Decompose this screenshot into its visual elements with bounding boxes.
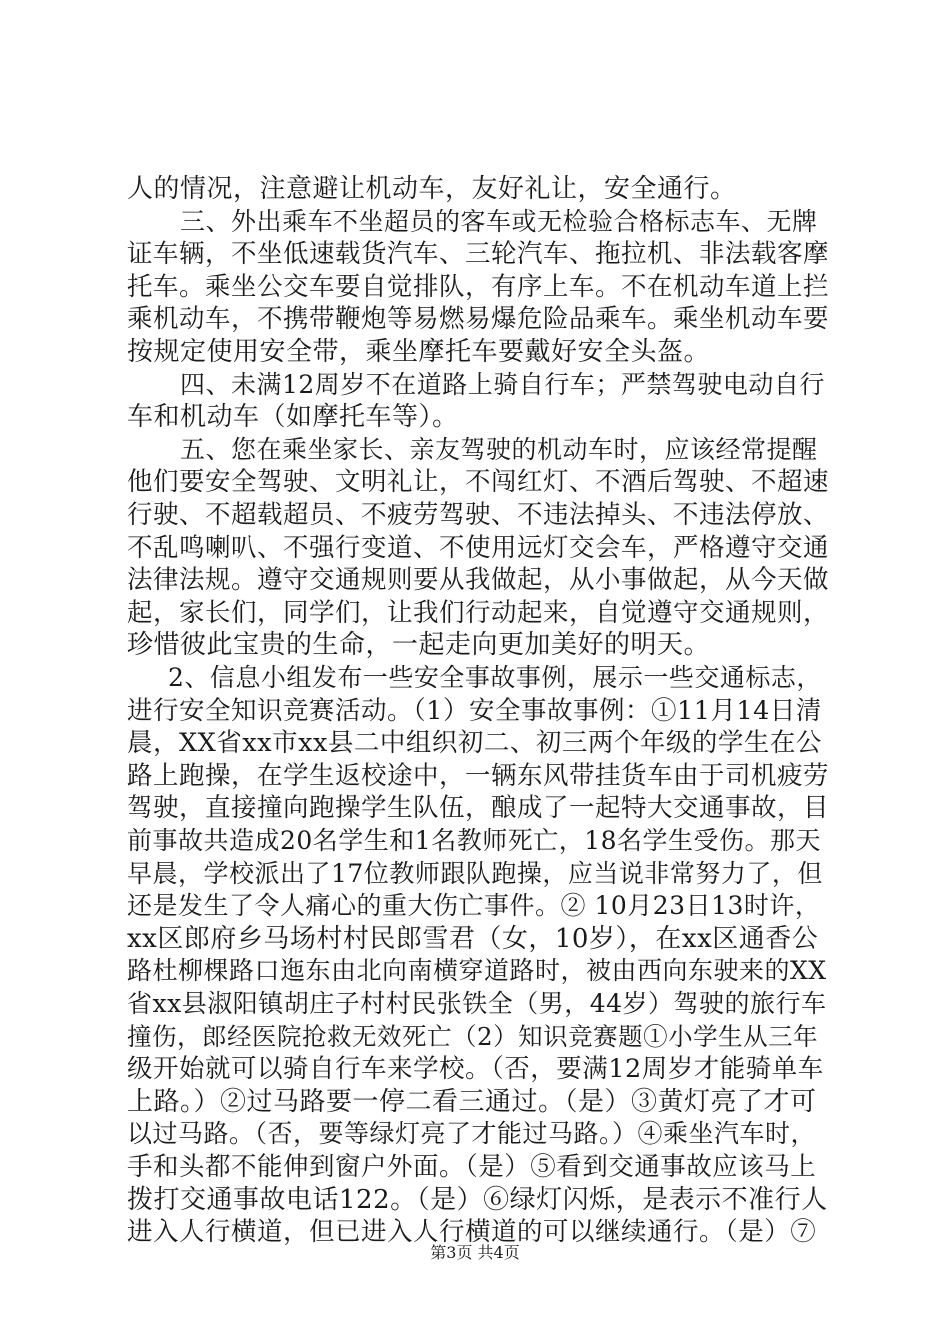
text-line: 2、信息小组发布一些安全事故事例，展示一些交通标志， (168, 663, 822, 692)
text-line: 行驶、不超载超员、不疲劳驾驶、不违法掉头、不违法停放、 (127, 500, 830, 530)
text-line: xx区郎府乡马场村村民郎雪君（女，10岁），在xx区通香公 (127, 923, 819, 954)
text-line: 托车。乘坐公交车要自觉排队，有序上车。不在机动车道上拦 (127, 271, 830, 302)
text-line: 手和头都不能伸到窗户外面。（是）⑤看到交通事故应该马上 (127, 1152, 817, 1182)
text-line: 三、外出乘车不坐超员的客车或无检验合格标志车、无牌 (180, 206, 818, 236)
text-line: 省xx县淑阳镇胡庄子村村民张铁全（男，44岁）驾驶的旅行车 (127, 989, 827, 1018)
text-line: 路上跑操，在学生返校途中，一辆东风带挂货车由于司机疲劳 (127, 760, 830, 791)
text-line: 法律法规。遵守交通规则要从我做起，从小事做起，从今天做 (127, 565, 830, 596)
text-line: 级开始就可以骑自行车来学校。（否，要满12周岁才能骑单车 (127, 1054, 824, 1085)
text-line: 五、您在乘坐家长、亲友驾驶的机动车时，应该经常提醒 (180, 434, 818, 464)
text-line: 撞伤，郎经医院抢救无效死亡（2）知识竞赛题①小学生从三年 (127, 1021, 819, 1051)
text-line: 拨打交通事故电话122。（是）⑥绿灯闪烁，是表示不准行人 (127, 1184, 828, 1215)
text-line: 人的情况，注意避让机动车，友好礼让，安全通行。 (127, 174, 737, 204)
text-line: 不乱鸣喇叭、不强行变道、不使用远灯交会车，严格遵守交通 (127, 532, 830, 563)
page-footer: 第3页 共4页 (430, 1243, 520, 1262)
text-line: 上路。）②过马路要一停二看三通过。（是）③黄灯亮了才可 (127, 1086, 817, 1117)
text-line: 前事故共造成20名学生和1名教师死亡，18名学生受伤。那天 (127, 826, 822, 855)
text-line: 四、未满12周岁不在道路上骑自行车；严禁驾驶电动自行 (180, 369, 825, 399)
text-line: 还是发生了令人痛心的重大伤亡事件。② 10月23日13时许， (127, 891, 821, 921)
text-line: 进行安全知识竞赛活动。（1）安全事故事例：①11月14日清 (127, 695, 822, 726)
text-line: 按规定使用安全带，乘坐摩托车要戴好安全头盔。 (127, 337, 711, 367)
text-line: 乘机动车，不携带鞭炮等易燃易爆危险品乘车。乘坐机动车要 (127, 304, 830, 335)
text-line: 他们要安全驾驶、文明礼让，不闯红灯、不酒后驾驶、不超速 (127, 467, 830, 498)
text-line: 以过马路。（否，要等绿灯亮了才能过马路。）④乘坐汽车时， (127, 1119, 817, 1149)
text-line: 证车辆，不坐低速载货汽车、三轮汽车、拖拉机、非法载客摩 (127, 239, 830, 270)
text-line: 早晨，学校派出了17位教师跟队跑操，应当说非常努力了，但 (127, 858, 823, 888)
text-line: 驾驶，直接撞向跑操学生队伍，酿成了一起特大交通事故，目 (127, 793, 830, 824)
text-line: 车和机动车（如摩托车等）。 (127, 402, 459, 433)
text-line: 路杜柳棵路口迤东由北向南横穿道路时，被由西向东驶来的XX (127, 956, 827, 986)
text-line: 起，家长们，同学们，让我们行动起来，自觉遵守交通规则， (127, 597, 830, 628)
text-line: 进入人行横道，但已进入人行横道的可以继续通行。（是）⑦ (127, 1217, 817, 1248)
text-line: 晨，XX省xx市xx县二中组织初二、初三两个年级的学生在公 (127, 728, 822, 759)
text-line: 珍惜彼此宝贵的生命，一起走向更加美好的明天。 (127, 630, 711, 661)
